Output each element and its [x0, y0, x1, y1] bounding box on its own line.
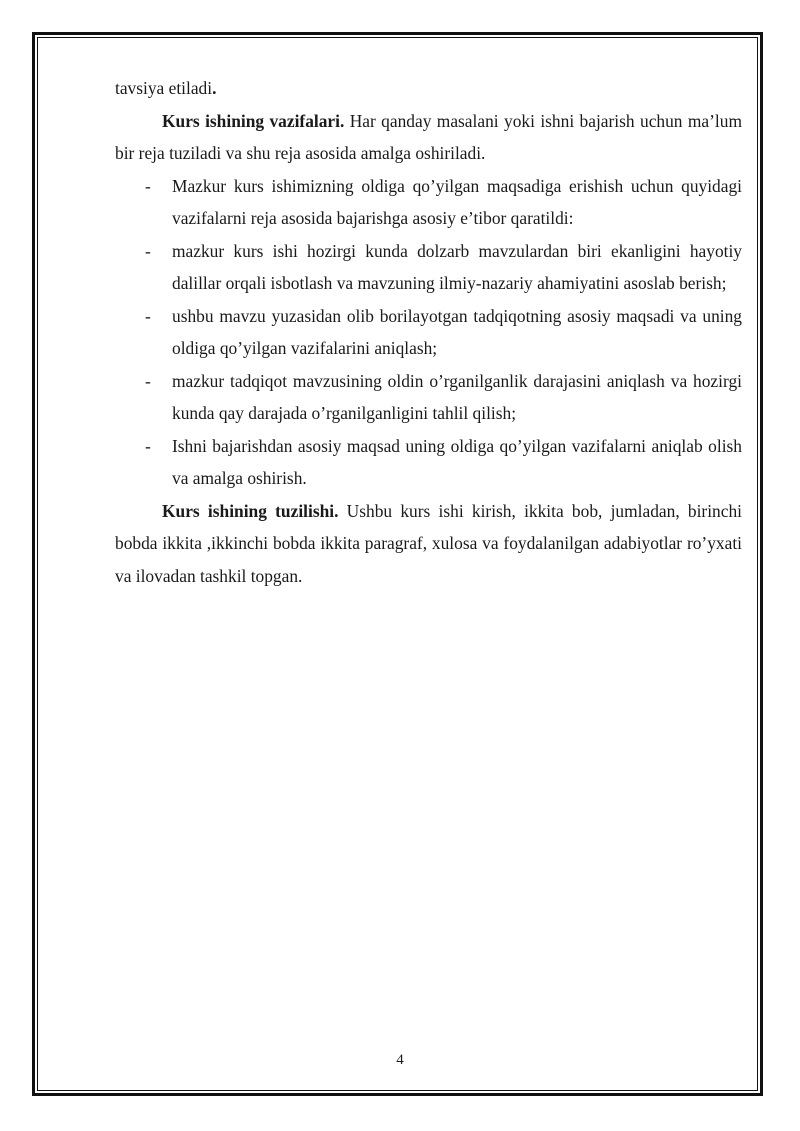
list-item [115, 365, 742, 430]
list-item-text: mazkur tadqiqot mavzusining oldin o’rganilganlik darajasini aniqlash va hozirgi kunda qay darajada o’rganilganligini tahlil qilish; [172, 370, 742, 423]
tasks-heading: Kurs ishining vazifalari. [162, 110, 345, 131]
intro-period: . [212, 78, 217, 98]
bullet-dash: - [145, 305, 151, 326]
structure-heading: Kurs ishining tuzilishi. [162, 500, 339, 521]
tasks-text: Har qanday masalani yoki ishni bajarish uchun ma’lum bir reja tuziladi va shu reja asosida amalga oshiriladi. [115, 110, 742, 163]
bullet-dash: - [145, 175, 151, 196]
list-item [115, 170, 742, 235]
list-item-text: mazkur kurs ishi hozirgi kunda dolzarb mavzulardan biri ekanligini hayotiy dalillar orqali isbotlash va mavzuning ilmiy-nazariy ahamiyatini asoslab berish; [172, 240, 742, 293]
document-body [115, 72, 742, 592]
structure-paragraph [115, 495, 742, 593]
list-item [115, 300, 742, 365]
tasks-list [115, 170, 742, 495]
list-item-text: ushbu mavzu yuzasidan olib borilayotgan tadqiqotning asosiy maqsadi va uning oldiga qo’yilgan vazifalarini aniqlash; [172, 305, 742, 358]
list-item [115, 235, 742, 300]
tasks-paragraph [115, 105, 742, 170]
list-item-text: Mazkur kurs ishimizning oldiga qo’yilgan maqsadiga erishish uchun quyidagi vazifalarni reja asosida bajarishga asosiy e’tibor qaratildi: [172, 175, 742, 228]
bullet-dash: - [145, 370, 151, 391]
list-item-text: Ishni bajarishdan asosiy maqsad uning oldiga qo’yilgan vazifalarni aniqlab olish va amalga oshirish. [172, 435, 742, 488]
intro-text: tavsiya etiladi [115, 78, 213, 98]
bullet-dash: - [145, 435, 151, 456]
structure-text: Ushbu kurs ishi kirish, ikkita bob, jumladan, birinchi bobda ikkita ,ikkinchi bobda ikkita paragraf, xulosa va foydalanilgan adabiyotlar ro’yxati va ilovadan tashkil topgan. [115, 500, 742, 586]
bullet-dash: - [145, 240, 151, 261]
intro-paragraph [115, 72, 742, 105]
page-number: 4 [396, 1052, 404, 1068]
list-item [115, 430, 742, 495]
